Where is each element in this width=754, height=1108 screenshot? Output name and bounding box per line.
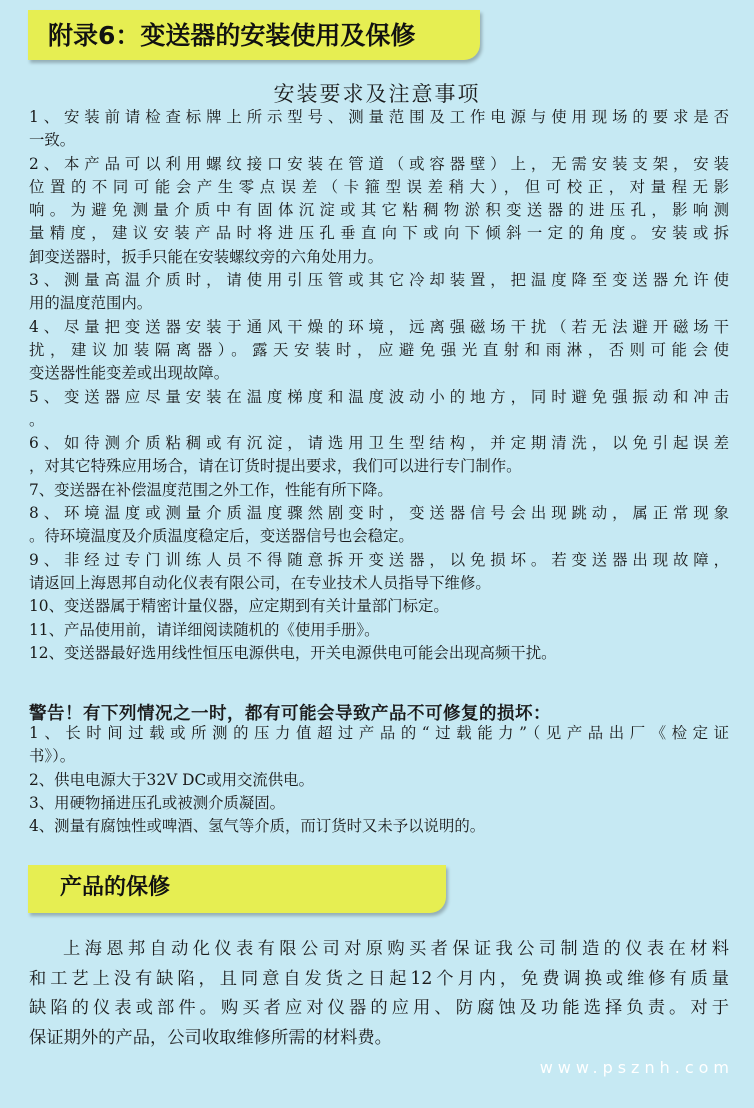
paragraph-line: 缺陷的仪表或部件。购买者应对仪器的应用、防腐蚀及功能选择负责。对于 [29,998,729,1018]
text-line: 10、变送器属于精密计量仪器，应定期到有关计量部门标定。 [29,597,449,616]
text-line: 8、环境温度或测量介质温度骤然剧变时，变送器信号会出现跳动，属正常现象 [29,504,729,523]
paragraph-line: 和工艺上没有缺陷，且同意自发货之日起12个月内，免费调换或维修有质量 [29,968,729,989]
text-line: 卸变送器时，扳手只能在安装螺纹旁的六角处用力。 [29,247,383,266]
appendix-title: 附录6：变送器的安装使用及保修 [48,21,416,50]
text-line: 2、本产品可以利用螺纹接口安装在管道（或容器壁）上，无需安装支架，安装 [29,154,729,173]
appendix-title-banner [28,10,480,60]
text-line: 。 [29,410,45,429]
text-line: 3、用硬物捅进压孔或被测介质凝固。 [29,793,286,812]
requirements-title: 安装要求及注意事项 [273,82,481,106]
text-line: ，对其它特殊应用场合，请在订货时提出要求，我们可以进行专门制作。 [29,457,522,476]
text-line: 书》）。 [29,747,76,766]
text-line: 1、安装前请检查标牌上所示型号、测量范围及工作电源与使用现场的要求是否 [29,108,729,126]
text-line: 1、长时间过载或所测的压力值超过产品的“过载能力”（见产品出厂《检定证 [29,724,729,742]
warning-list [29,722,729,838]
warranty-title: 产品的保修 [60,875,171,900]
text-line: 9、非经过专门训练人员不得随意拆开变送器，以免损坏。若变送器出现故障， [29,550,729,569]
text-line: 4、尽量把变送器安装于通风干燥的环境，远离强磁场干扰（若无法避开磁场干 [29,317,729,336]
text-line: 量精度，建议安装产品时将进压孔垂直向下或向下倾斜一定的角度。安装或拆 [29,224,729,243]
paragraph-line: 保证期外的产品，公司收取维修所需的材料费。 [29,1027,392,1048]
text-line: 变送器性能变差或出现故障。 [29,364,230,383]
text-line: 一致。 [29,131,76,150]
text-line: 用的温度范围内。 [29,294,153,313]
text-line: 5、变送器应尽量安装在温度梯度和温度波动小的地方，同时避免强振动和冲击 [29,387,729,406]
text-line: 12、变送器最好选用线性恒压电源供电，开关电源供电可能会出现高频干扰。 [29,643,557,662]
paragraph-line: 上海恩邦自动化仪表有限公司对原购买者保证我公司制造的仪表在材料 [63,939,729,959]
text-line: 请返回上海恩邦自动化仪表有限公司，在专业技术人员指导下维修。 [29,573,491,592]
text-line: 响。为避免测量介质中有固体沉淀或其它粘稠物淤积变送器的进压孔，影响测 [29,201,729,220]
text-line: 扰，建议加装隔离器）。露天安装时，应避免强光直射和雨淋，否则可能会使 [29,340,729,359]
text-line: 11、产品使用前，请详细阅读随机的《使用手册》。 [29,620,380,639]
text-line: 2、供电电源大于32V DC或用交流供电。 [29,770,314,789]
warranty-paragraph [29,935,729,1053]
warning-title: 警告！有下列情况之一时，都有可能会导致产品不可修复的损坏： [29,704,551,724]
text-line: 4、测量有腐蚀性或啤酒、氢气等介质，而订货时又未予以说明的。 [29,817,486,836]
requirements-list [29,106,729,665]
text-line: 。待环境温度及介质温度稳定后，变送器信号也会稳定。 [29,527,414,546]
text-line: 位置的不同可能会产生零点误差（卡箍型误差稍大），但可校正，对量程无影 [29,177,729,196]
text-line: 3、测量高温介质时，请使用引压管或其它冷却装置，把温度降至变送器允许使 [29,271,729,290]
text-line: 7、变送器在补偿温度范围之外工作，性能有所下降。 [29,480,393,499]
watermark: www.psznh.com [539,1058,734,1077]
warranty-title-banner [28,865,446,913]
text-line: 6、如待测介质粘稠或有沉淀，请选用卫生型结构，并定期清洗，以免引起误差 [29,434,729,453]
